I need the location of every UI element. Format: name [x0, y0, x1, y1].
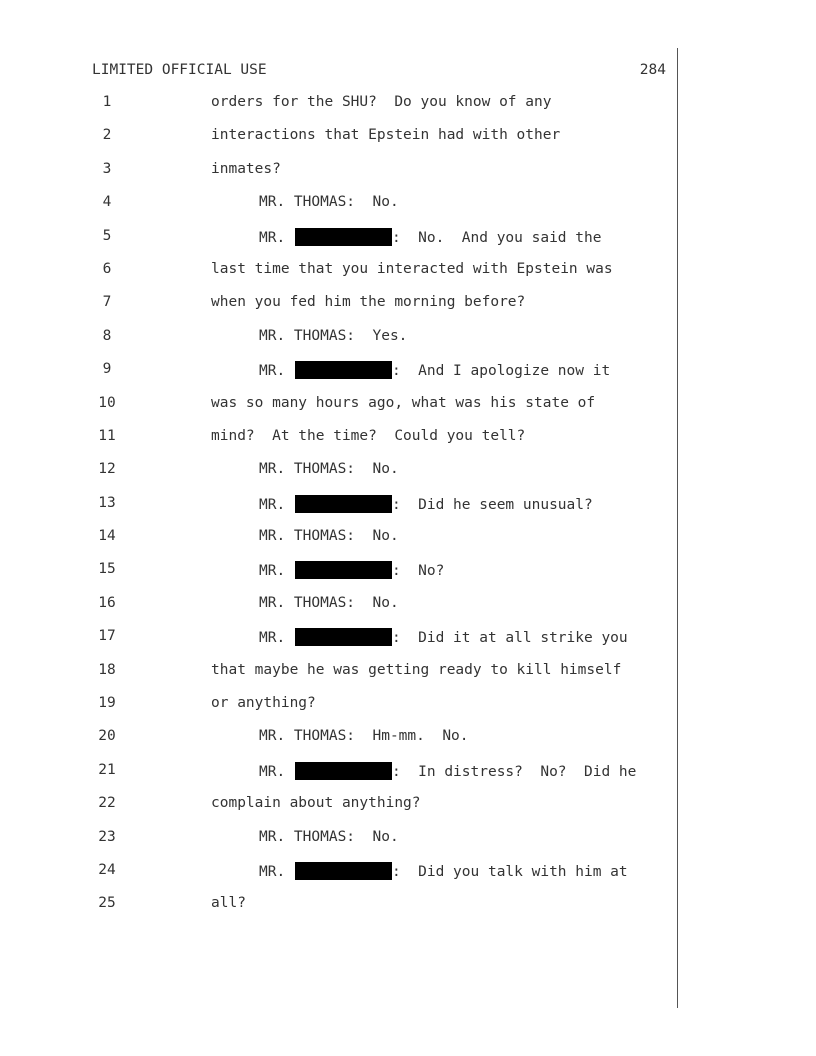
line-text	[211, 695, 316, 711]
spoken-text: : Did it at all strike you	[391, 630, 628, 647]
line-text	[259, 461, 399, 477]
transcript-line	[0, 553, 680, 586]
line-number: 20	[98, 728, 116, 745]
line-text	[259, 495, 593, 513]
transcript-line	[0, 353, 680, 386]
line-text	[211, 662, 621, 678]
redaction-box	[295, 762, 392, 780]
transcript-line	[0, 821, 680, 854]
line-number: 11	[98, 427, 116, 444]
spoken-text: complain about anything?	[211, 795, 421, 812]
transcript-line	[0, 520, 680, 553]
line-text	[259, 595, 399, 611]
spoken-text: interactions that Epstein had with other	[211, 127, 561, 144]
speaker-prefix: MR.	[259, 630, 286, 647]
spoken-text: all?	[211, 895, 246, 912]
spoken-text: MR. THOMAS: Yes.	[259, 327, 408, 344]
spoken-text: MR. THOMAS: No.	[259, 194, 399, 211]
spoken-text: : And I apologize now it	[391, 363, 611, 380]
line-text	[259, 328, 407, 344]
spoken-text: MR. THOMAS: No.	[259, 461, 399, 478]
spoken-text: MR. THOMAS: No.	[259, 594, 399, 611]
line-text	[211, 94, 551, 110]
line-text	[259, 561, 444, 579]
transcript-line	[0, 119, 680, 152]
transcript-line	[0, 720, 680, 753]
speaker-prefix: MR.	[259, 563, 286, 580]
line-number: 5	[102, 227, 112, 244]
spoken-text: : No?	[391, 563, 445, 580]
line-number: 4	[102, 194, 112, 211]
line-text	[259, 628, 628, 646]
line-number: 16	[98, 594, 116, 611]
line-text	[259, 194, 399, 210]
transcript-line	[0, 153, 680, 186]
line-number: 23	[98, 828, 116, 845]
line-number: 2	[102, 127, 112, 144]
transcript-line	[0, 320, 680, 353]
line-text	[211, 428, 525, 444]
spoken-text: or anything?	[211, 695, 316, 712]
redaction-box	[295, 862, 392, 880]
line-number: 15	[98, 561, 116, 578]
spoken-text: : Did you talk with him at	[391, 863, 628, 880]
spoken-text: orders for the SHU? Do you know of any	[211, 94, 552, 110]
line-text	[259, 361, 610, 379]
transcript-line	[0, 754, 680, 787]
transcript-line	[0, 453, 680, 486]
line-number: 22	[98, 795, 116, 812]
spoken-text: MR. THOMAS: No.	[259, 828, 399, 845]
redaction-box	[295, 361, 392, 379]
line-text	[259, 228, 601, 246]
transcript-line	[0, 687, 680, 720]
line-text	[211, 127, 560, 143]
spoken-text: MR. THOMAS: No.	[259, 528, 399, 545]
line-number: 9	[102, 361, 112, 378]
transcript-line	[0, 854, 680, 887]
redaction-box	[295, 628, 392, 646]
transcript-line	[0, 86, 680, 119]
line-number: 7	[102, 294, 112, 311]
line-number: 13	[98, 494, 116, 511]
speaker-prefix: MR.	[259, 863, 286, 880]
spoken-text: was so many hours ago, what was his state of	[211, 394, 596, 411]
transcript-line	[0, 787, 680, 820]
line-number: 21	[98, 761, 116, 778]
line-number: 25	[98, 895, 116, 912]
line-number: 3	[102, 160, 112, 177]
line-number: 24	[98, 861, 116, 878]
line-text	[211, 161, 281, 177]
transcript-line	[0, 186, 680, 219]
line-number: 8	[102, 327, 112, 344]
transcript-line	[0, 587, 680, 620]
line-number: 6	[102, 260, 112, 277]
spoken-text: MR. THOMAS: Hm-mm. No.	[259, 728, 469, 745]
classification-header: LIMITED OFFICIAL USE	[92, 62, 267, 78]
page-number: 284	[639, 62, 666, 78]
speaker-prefix: MR.	[259, 229, 286, 246]
line-text	[259, 862, 628, 880]
line-number: 12	[98, 461, 116, 478]
line-text	[211, 895, 246, 911]
transcript-line	[0, 253, 680, 286]
spoken-text: mind? At the time? Could you tell?	[211, 427, 526, 444]
line-text	[259, 762, 636, 780]
transcript-line	[0, 887, 680, 920]
spoken-text: that maybe he was getting ready to kill himself	[211, 661, 622, 678]
spoken-text: : No. And you said the	[391, 229, 602, 246]
line-number: 14	[98, 528, 116, 545]
line-number: 18	[98, 661, 116, 678]
line-number: 19	[98, 695, 116, 712]
spoken-text: last time that you interacted with Epstein was	[211, 260, 613, 277]
transcript-line	[0, 487, 680, 520]
line-text	[259, 829, 399, 845]
transcript-line	[0, 620, 680, 653]
redaction-box	[295, 561, 392, 579]
spoken-text: : In distress? No? Did he	[391, 763, 637, 780]
speaker-prefix: MR.	[259, 363, 286, 380]
redaction-box	[295, 228, 392, 246]
transcript-line	[0, 286, 680, 319]
line-text	[211, 395, 595, 411]
transcript-body	[0, 86, 680, 921]
transcript-line	[0, 654, 680, 687]
spoken-text: : Did he seem unusual?	[391, 496, 593, 513]
spoken-text: inmates?	[211, 160, 281, 177]
line-number: 17	[98, 628, 116, 645]
redaction-box	[295, 495, 392, 513]
line-text	[259, 528, 399, 544]
speaker-prefix: MR.	[259, 496, 286, 513]
line-text	[259, 728, 469, 744]
line-number: 1	[102, 94, 112, 110]
line-text	[211, 294, 525, 310]
line-text	[211, 261, 613, 277]
spoken-text: when you fed him the morning before?	[211, 294, 526, 311]
transcript-line	[0, 420, 680, 453]
transcript-line	[0, 387, 680, 420]
line-number: 10	[98, 394, 116, 411]
speaker-prefix: MR.	[259, 763, 286, 780]
transcript-line	[0, 220, 680, 253]
line-text	[211, 795, 421, 811]
